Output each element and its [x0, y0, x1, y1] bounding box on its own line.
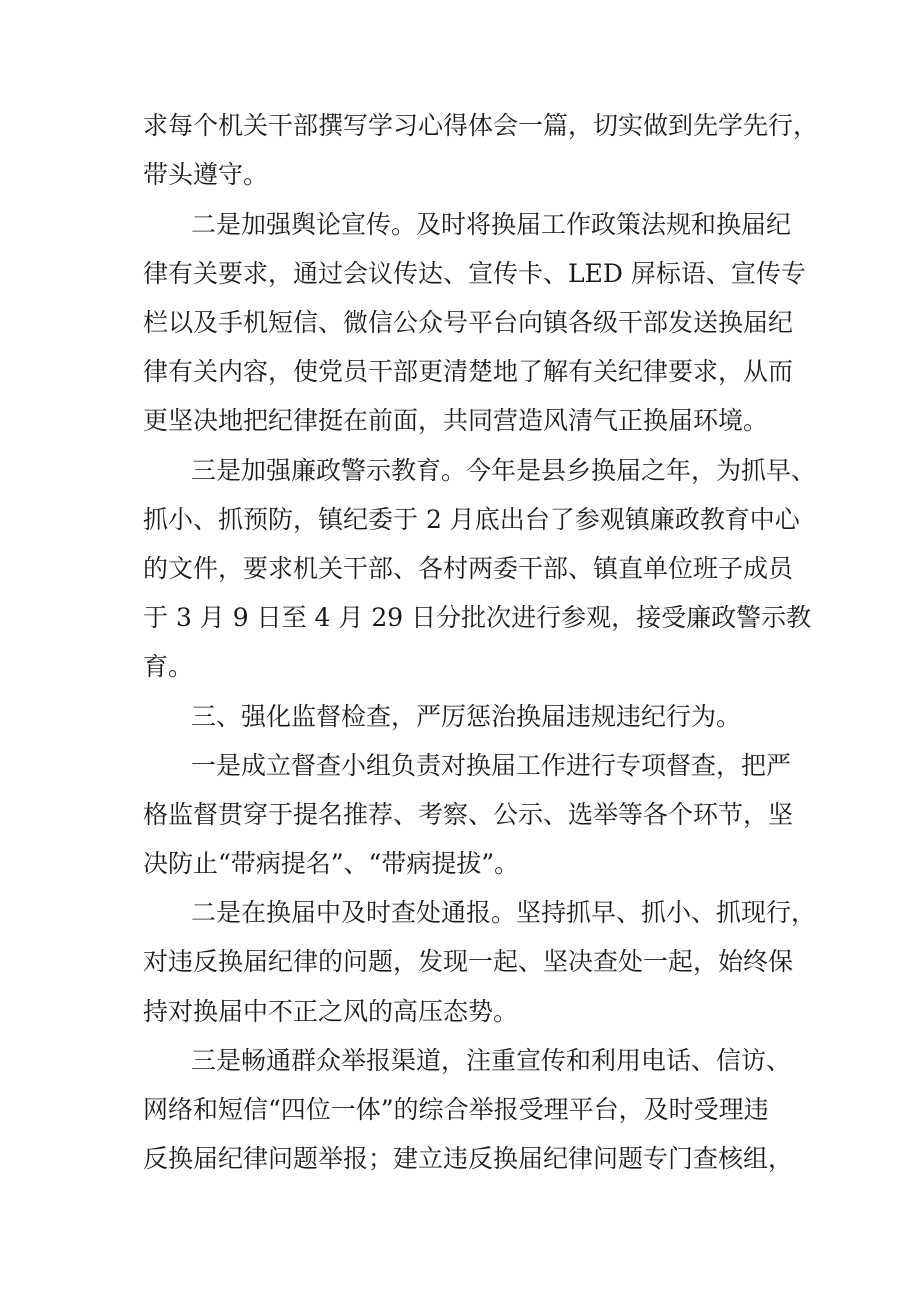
line-text: 决防止“带病提名”、“带病提拔”。	[143, 849, 520, 878]
text-line	[0, 205, 920, 245]
line-text: 律有关内容，使党员干部更清楚地了解有关纪律要求，从而	[143, 357, 794, 386]
line-text: 对违反换届纪律的问题，发现一起、坚决查处一起，始终保	[143, 947, 794, 976]
text-line	[0, 795, 920, 835]
line-text: 一是成立督查小组负责对换届工作进行专项督查，把严	[191, 751, 792, 780]
text-line	[0, 893, 920, 933]
text-line	[0, 942, 920, 982]
text-line	[0, 1041, 920, 1081]
text-line	[0, 844, 920, 884]
text-line	[0, 746, 920, 786]
line-text: 栏以及手机短信、微信公众号平台向镇各级干部发送换届纪	[143, 308, 794, 337]
line-text: 的文件，要求机关干部、各村两委干部、镇直单位班子成员	[143, 554, 794, 583]
text-line	[0, 303, 920, 343]
line-text: 律有关要求，通过会议传达、宣传卡、LED 屏标语、宣传专	[143, 259, 806, 288]
line-text: 二是加强舆论宣传。及时将换届工作政策法规和换届纪	[191, 210, 792, 239]
line-text: 三是加强廉政警示教育。今年是县乡换届之年，为抓早、	[191, 456, 817, 485]
text-line	[0, 1139, 920, 1179]
line-text: 持对换届中不正之风的高压态势。	[143, 997, 519, 1026]
line-text: 育。	[143, 652, 194, 681]
line-text: 三是畅通群众举报渠道，注重宣传和利用电话、信访、	[191, 1046, 792, 1075]
line-text: 带头遵守。	[143, 160, 269, 189]
text-line	[0, 451, 920, 491]
line-text: 于 3 月 9 日至 4 月 29 日分批次进行参观，接受廉政警示教	[143, 603, 812, 632]
text-line	[0, 697, 920, 737]
text-line	[0, 992, 920, 1032]
text-line	[0, 1090, 920, 1130]
line-text: 更坚决地把纪律挺在前面，共同营造风清气正换届环境。	[143, 406, 769, 435]
text-line	[0, 598, 920, 638]
line-text: 三、强化监督检查，严厉惩治换届违规违纪行为。	[191, 702, 742, 731]
text-line	[0, 155, 920, 195]
line-text: 网络和短信“四位一体”的综合举报受理平台，及时受理违	[143, 1095, 769, 1124]
line-text: 求每个机关干部撰写学习心得体会一篇，切实做到先学先行，	[143, 111, 819, 140]
text-line	[0, 647, 920, 687]
line-text: 格监督贯穿于提名推荐、考察、公示、选举等各个环节，坚	[143, 800, 794, 829]
line-text: 二是在换届中及时查处通报。坚持抓早、抓小、抓现行，	[191, 898, 817, 927]
text-line	[0, 352, 920, 392]
text-line	[0, 254, 920, 294]
text-line	[0, 500, 920, 540]
text-line	[0, 549, 920, 589]
text-line	[0, 106, 920, 146]
text-line	[0, 401, 920, 441]
line-text: 抓小、抓预防，镇纪委于 2 月底出台了参观镇廉政教育中心	[143, 505, 800, 534]
line-text: 反换届纪律问题举报；建立违反换届纪律问题专门查核组，	[143, 1144, 794, 1173]
